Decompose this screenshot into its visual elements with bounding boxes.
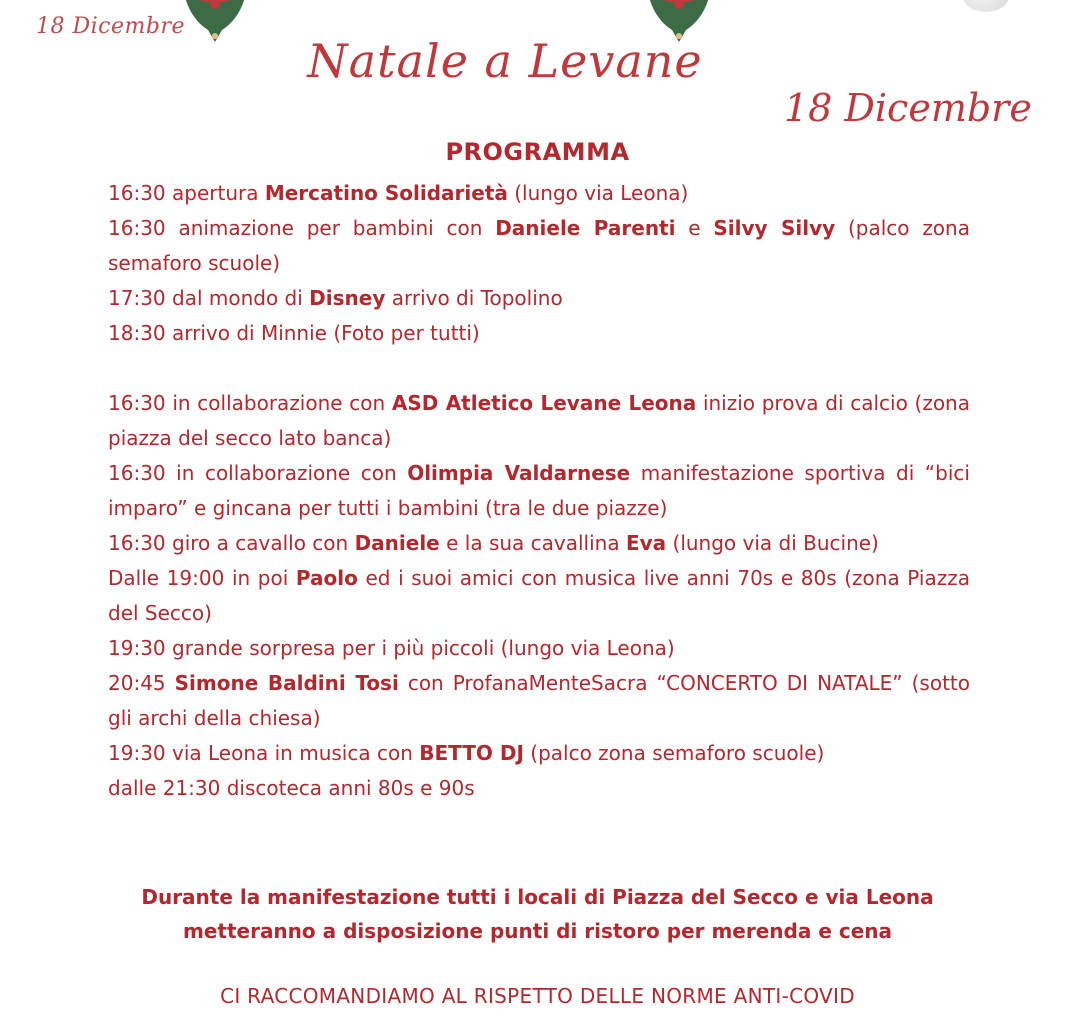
program-item: 20:45 Simone Baldini Tosi con ProfanaMenteSacra “CONCERTO DI NATALE” (sotto gli archi della chiesa) [108, 671, 971, 730]
program-item: 16:30 giro a cavallo con Daniele e la sua cavallina Eva (lungo via di Bucine) [108, 531, 879, 555]
program-item: dalle 21:30 discoteca anni 80s e 90s [108, 776, 475, 800]
refreshment-note-line: metteranno a disposizione punti di ristoro per merenda e cena [182, 919, 892, 943]
ornament-ball-icon [963, 0, 1009, 12]
program-item: 17:30 dal mondo di Disney arrivo di Topolino [108, 286, 563, 310]
covid-notice: CI RACCOMANDIAMO AL RISPETTO DELLE NORME ANTI-COVID [220, 984, 855, 1008]
corner-date: 18 Dicembre [36, 14, 185, 39]
program-item: 16:30 animazione per bambini con Daniele Parenti e Silvy Silvy (palco zona semaforo scuole) [108, 216, 970, 275]
program-item: 16:30 in collaborazione con ASD Atletico Levane Leona inizio prova di calcio (zona piazza del secco lato banca) [108, 391, 970, 450]
program-item: 16:30 apertura Mercatino Solidarietà (lungo via Leona) [108, 181, 689, 205]
program-item: Dalle 19:00 in poi Paolo ed i suoi amici con musica live anni 70s e 80s (zona Piazza del Secco) [108, 566, 970, 625]
program-item: 16:30 in collaborazione con Olimpia Valdarnese manifestazione sportiva di “bici imparo” e gincana per tutti i bambini (tra le due piazze) [108, 461, 970, 520]
program-item: 19:30 grande sorpresa per i più piccoli (lungo via Leona) [108, 636, 675, 660]
event-title: Natale a Levane [307, 34, 703, 88]
program-item: 19:30 via Leona in musica con BETTO DJ (palco zona semaforo scuole) [108, 741, 825, 765]
spacer [108, 351, 970, 386]
event-date: 18 Dicembre [784, 86, 1032, 130]
program-list [108, 176, 970, 806]
program-heading: PROGRAMMA [445, 138, 630, 166]
refreshment-note-line: Durante la manifestazione tutti i locali di Piazza del Secco e via Leona [141, 885, 934, 909]
program-item: 18:30 arrivo di Minnie (Foto per tutti) [108, 321, 480, 345]
refreshment-note [0, 880, 1075, 948]
